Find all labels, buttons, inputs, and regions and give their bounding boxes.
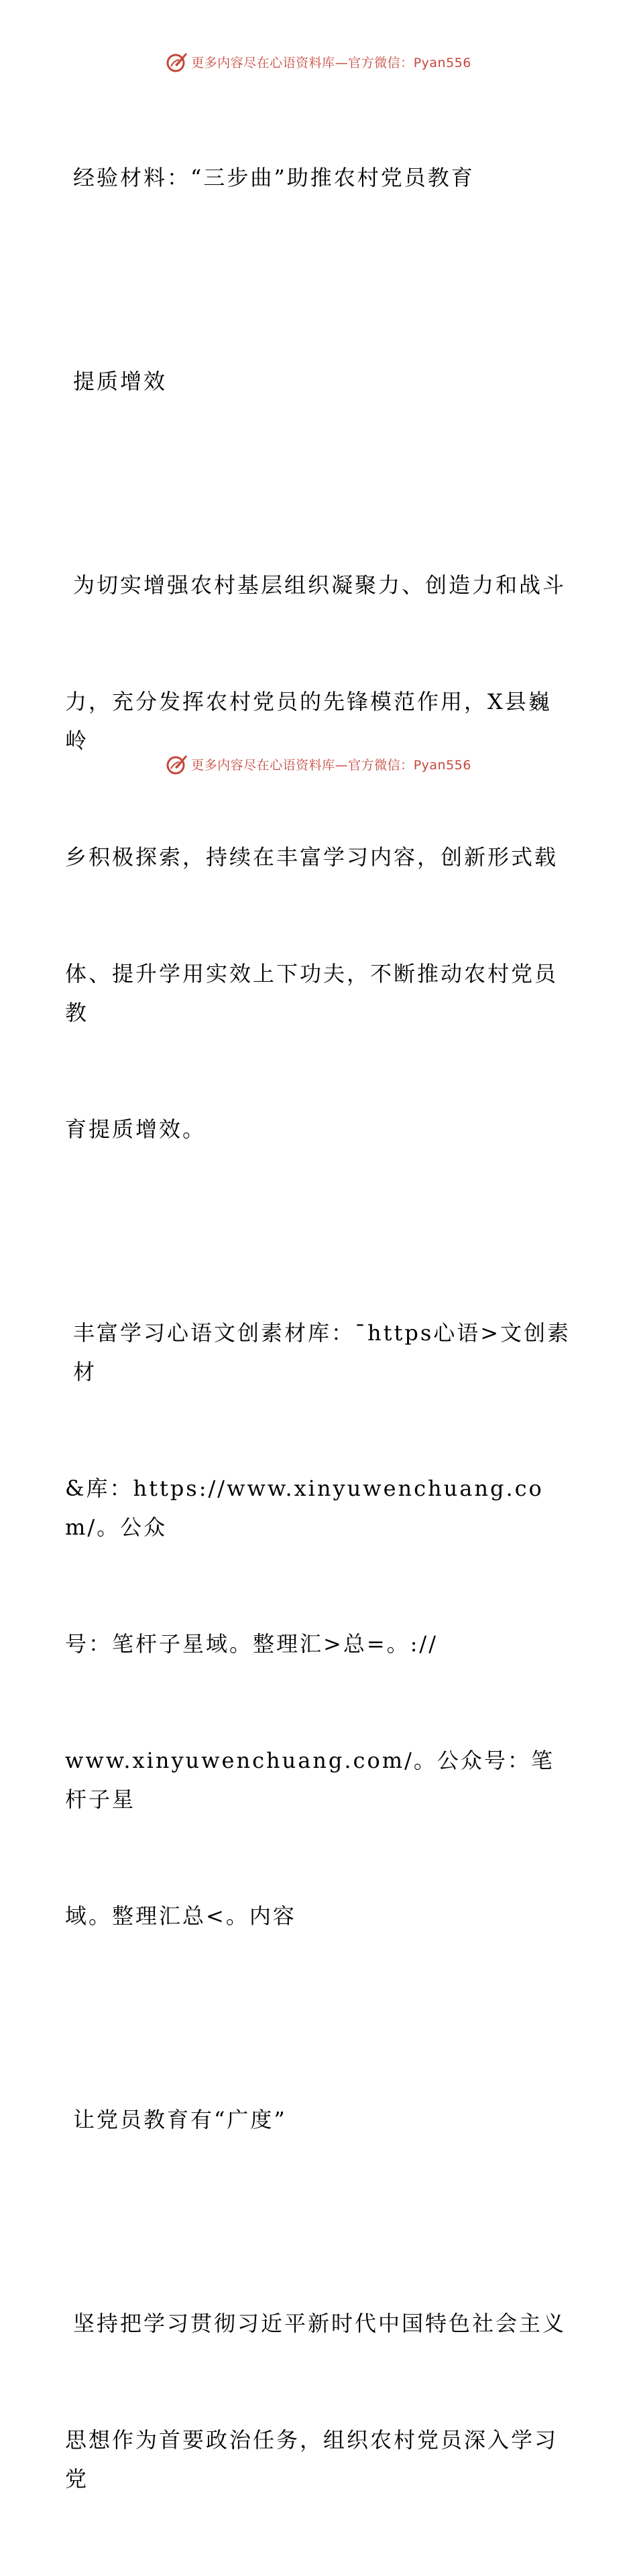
title-line-2: 提质增效 <box>73 369 168 394</box>
para2-line-2: &库：https://www.xinyuwenchuang.com/。公众 <box>65 1476 544 1540</box>
watermark-dash-footer: — <box>335 757 349 773</box>
para1-line-1: 为切实增强农村基层组织凝聚力、创造力和战斗 <box>73 572 567 598</box>
para2-line-1: 丰富学习心语文创素材库：¯https心语>文创素材 <box>73 1320 571 1384</box>
section-heading <box>65 2022 572 2217</box>
document-body <box>65 80 572 2576</box>
watermark-wechat-label: 官方微信： <box>348 55 414 70</box>
title-line-1: 经验材料：“三步曲”助推农村党员教育 <box>73 165 475 190</box>
para3-line-1: 坚持把学习贯彻习近平新时代中国特色社会主义 <box>73 2311 567 2336</box>
watermark-text-footer <box>191 755 471 773</box>
watermark-wechat-id: Pyan556 <box>413 55 471 70</box>
para2-line-4: www.xinyuwenchuang.com/。公众号：笔杆子星 <box>65 1748 555 1812</box>
header-watermark <box>0 48 637 75</box>
quill-pen-logo-icon <box>166 753 188 775</box>
footer-watermark <box>0 751 637 777</box>
watermark-title-footer: 更多内容尽在心语资料库 <box>191 757 335 773</box>
document-title <box>65 80 572 275</box>
paragraph-intro <box>65 488 572 1226</box>
watermark-wechat-label-footer: 官方微信： <box>348 757 414 773</box>
watermark-wechat-id-footer: Pyan556 <box>413 757 471 773</box>
para1-line-2: 力，充分发挥农村党员的先锋模范作用，X县巍岭 <box>65 689 552 753</box>
para1-line-3: 乡积极探索，持续在丰富学习内容，创新形式载 <box>65 844 559 870</box>
para2-line-3: 号：笔杆子星域。整理汇>总=。:// <box>65 1631 438 1657</box>
quill-pen-logo-icon <box>166 50 188 73</box>
para1-line-4: 体、提升学用实效上下功夫，不断推动农村党员教 <box>65 961 559 1025</box>
watermark-title: 更多内容尽在心语资料库 <box>191 55 335 70</box>
para1-line-5: 育提质增效。 <box>65 1116 207 1142</box>
watermark-dash: — <box>335 55 349 70</box>
heading-breadth: 让党员教育有“广度” <box>73 2107 287 2132</box>
watermark-text <box>191 53 471 71</box>
paragraph-learning-content <box>65 1236 572 2013</box>
para2-line-5: 域。整理汇总<。内容 <box>65 1903 296 1929</box>
document-title-continued <box>65 284 572 478</box>
para3-line-2: 思想作为首要政治任务，组织农村党员深入学习党 <box>65 2427 559 2492</box>
paragraph-study <box>65 2226 572 2576</box>
